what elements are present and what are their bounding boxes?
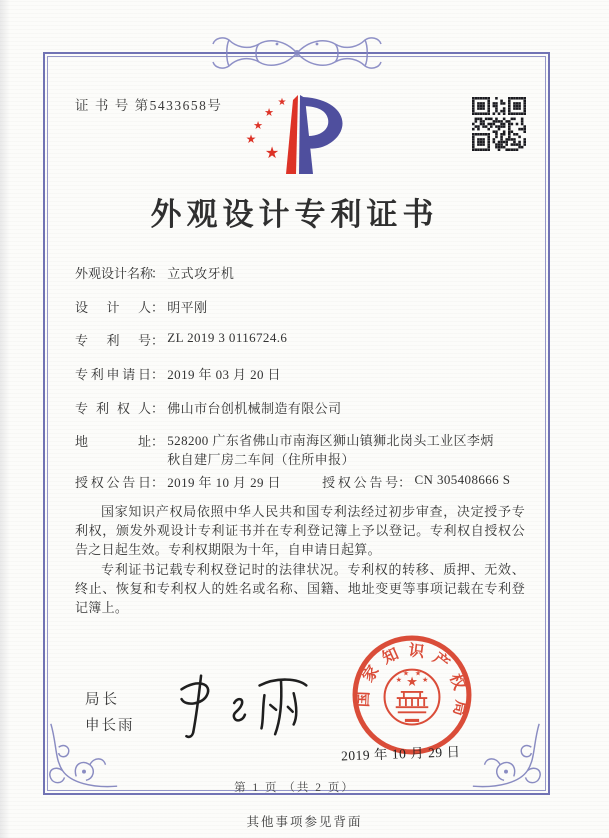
director-name: 申长雨	[85, 718, 135, 734]
handwritten-signature-icon	[162, 664, 322, 742]
address-line-2: 秋自建厂房二车间（住所申报）	[167, 452, 355, 467]
qr-code	[472, 97, 526, 151]
field-design-name: 外观设计名称： 立式攻牙机	[75, 263, 234, 282]
field-label: 授权公告日	[75, 475, 151, 490]
page-number: 第 1 页 （共 2 页）	[234, 782, 355, 794]
legal-paragraph-2: 专利证书记载专利权登记时的法律状况。专利权的转移、质押、无效、终止、恢复和专利权人的姓名或名称、国籍、地址变更等事项记载在专利登记簿上。	[75, 561, 525, 616]
svg-text:★: ★	[277, 97, 287, 108]
field-grant-date-and-number: 授权公告日： 2019 年 10 月 29 日 授权公告号： CN 305408666 S	[75, 472, 511, 490]
field-label: 专利权人	[75, 401, 151, 416]
field-value: CN 305408666 S	[414, 472, 511, 487]
field-patent-number: 专利号： ZL 2019 3 0116724.6	[75, 330, 288, 348]
field-label: 专利申请日	[75, 367, 151, 382]
field-value	[167, 431, 497, 469]
field-filing-date: 专利申请日： 2019 年 03 月 20 日	[75, 364, 281, 383]
field-value: 2019 年 03 月 20 日	[167, 367, 281, 382]
field-patentee: 专利权人： 佛山市台创机械制造有限公司	[75, 398, 341, 417]
svg-text:★: ★	[245, 132, 257, 146]
legal-paragraph-1: 国家知识产权局依照中华人民共和国专利法经过初步审查，决定授予专利权，颁发外观设计专利证书并在专利登记簿上予以登记。专利权自授权公告之日起生效。专利权期限为十年，自申请日起算。	[75, 504, 525, 558]
svg-text:★: ★	[402, 668, 410, 678]
seal-date: 2019 年 10 月 29 日	[340, 744, 461, 764]
field-value: ZL 2019 3 0116724.6	[167, 330, 288, 345]
legal-text	[75, 502, 525, 617]
field-address: 地址： 528200 广东省佛山市南海区狮山镇狮北岗头工业区李炳 秋自建厂房二车间（住所申报）	[75, 431, 497, 469]
field-label: 地址	[75, 434, 151, 449]
svg-text:★: ★	[395, 674, 402, 684]
field-value: 明平刚	[167, 300, 208, 315]
certificate-title: 外观设计专利证书	[150, 197, 439, 232]
field-value: 佛山市台创机械制造有限公司	[167, 401, 342, 416]
certificate-number: 证 书 号 第5433658号	[75, 98, 223, 113]
svg-text:★: ★	[264, 106, 274, 119]
field-value: 2019 年 10 月 29 日	[167, 475, 281, 490]
back-side-note: 其他事项参见背面	[246, 815, 363, 829]
field-label: 专利号	[75, 333, 151, 348]
field-designer: 设计人： 明平刚	[75, 297, 207, 316]
field-label: 外观设计名称	[75, 266, 154, 281]
official-red-seal-icon	[351, 634, 473, 756]
field-label: 授权公告号	[322, 475, 399, 490]
svg-text:★: ★	[406, 674, 418, 690]
seal-ring-text: 国家知识产权局	[354, 642, 470, 721]
svg-text:★: ★	[422, 674, 429, 684]
svg-text:★: ★	[414, 668, 422, 678]
director-title: 局长	[85, 692, 120, 708]
top-flourish-ornament	[209, 34, 385, 72]
svg-text:★: ★	[253, 119, 263, 132]
cnipa-patent-logo-icon	[236, 82, 366, 182]
field-label: 设计人	[75, 300, 151, 315]
field-value: 立式攻牙机	[167, 266, 235, 281]
svg-text:★: ★	[264, 143, 280, 162]
address-line-1: 528200 广东省佛山市南海区狮山镇狮北岗头工业区李炳	[167, 433, 494, 448]
